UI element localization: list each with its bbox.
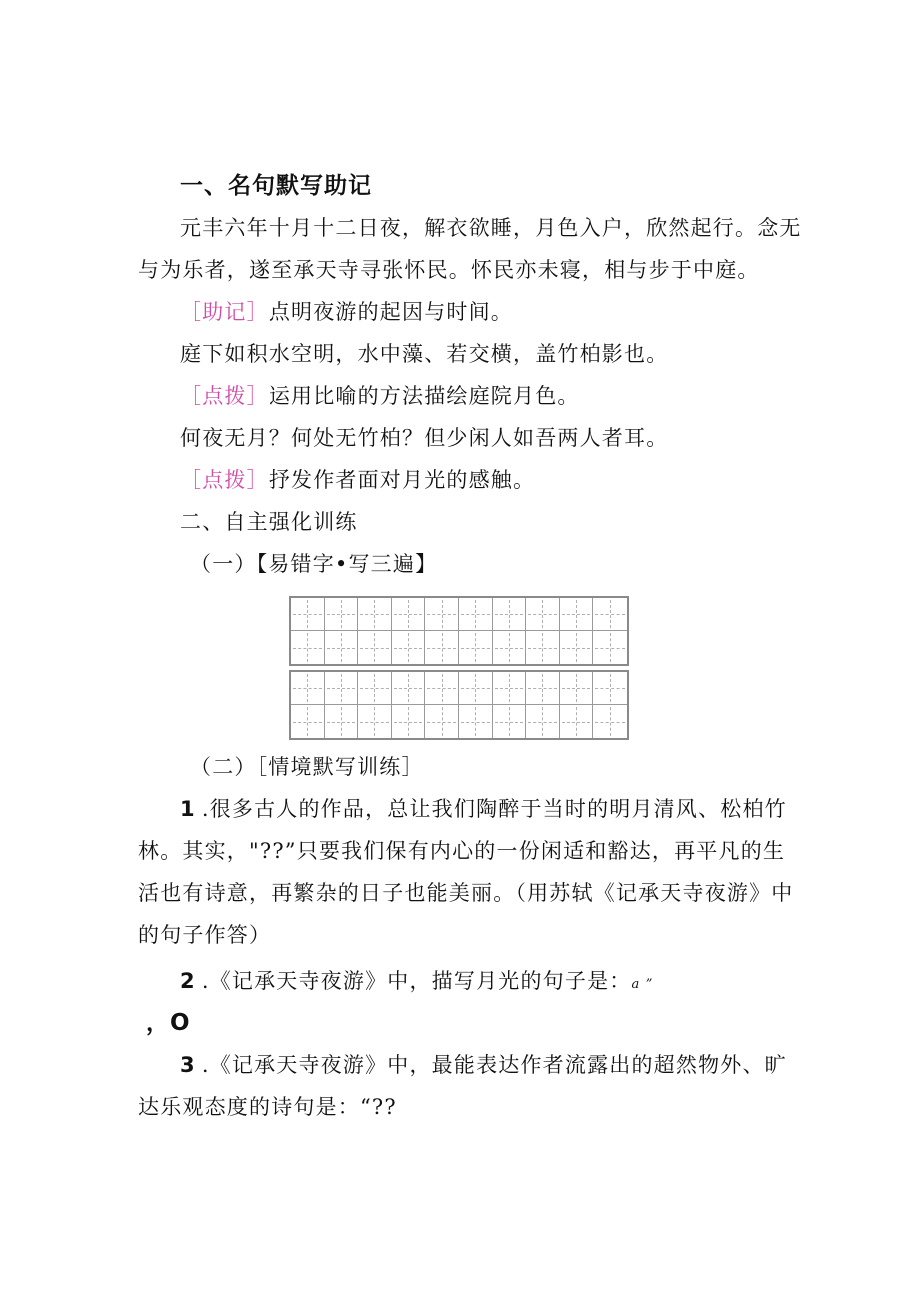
grid-cell[interactable]: [291, 705, 325, 738]
note-tag: ［助记］: [180, 300, 269, 324]
grid-cell[interactable]: [526, 672, 560, 705]
grid-cell[interactable]: [593, 705, 627, 738]
grid-cell[interactable]: [493, 631, 527, 664]
grid-cell[interactable]: [291, 598, 325, 631]
grid-cell[interactable]: [425, 672, 459, 705]
note-1: [180, 297, 513, 327]
question-1-line-3: 活也有诗意，再繁杂的日子也能美丽。（用苏轼《记承天寺夜游》中: [138, 881, 794, 905]
grid-cell[interactable]: [425, 631, 459, 664]
grid-cell[interactable]: [392, 631, 426, 664]
question-number: 1: [180, 797, 196, 821]
grid-cell[interactable]: [425, 705, 459, 738]
section-title-1: 一、名句默写助记: [180, 173, 372, 199]
grid-cell[interactable]: [358, 672, 392, 705]
grid-cell[interactable]: [291, 672, 325, 705]
grid-cell[interactable]: [291, 631, 325, 664]
grid-cell[interactable]: [493, 705, 527, 738]
note-3: [180, 465, 535, 495]
note-tag: ［点拨］: [180, 468, 269, 492]
note-text: 抒发作者面对月光的感触。: [268, 468, 536, 492]
question-1-line-4: 的句子作答）: [138, 923, 272, 947]
grid-cell[interactable]: [560, 598, 594, 631]
grid-cell[interactable]: [560, 672, 594, 705]
passage-1-line-1: 元丰六年十月十二日夜，解衣欲睡，月色入户，欣然起行。念无: [180, 216, 802, 240]
section-title-2: 二、自主强化训练: [180, 510, 358, 534]
grid-cell[interactable]: [325, 705, 359, 738]
grid-cell[interactable]: [459, 631, 493, 664]
question-3-line-1: [180, 1050, 787, 1080]
question-text: .《记承天寺夜游》中，描写月光的句子是：: [201, 969, 632, 993]
grid-cell[interactable]: [526, 598, 560, 631]
grid-cell[interactable]: [493, 598, 527, 631]
grid-cell[interactable]: [358, 598, 392, 631]
grid-cell[interactable]: [358, 631, 392, 664]
note-tag: ［点拨］: [180, 384, 269, 408]
question-number: 2: [180, 969, 196, 993]
grid-cell[interactable]: [526, 631, 560, 664]
question-2-line-2: ，O: [146, 1010, 191, 1036]
note-text: 点明夜游的起因与时间。: [268, 300, 514, 324]
grid-cell[interactable]: [560, 631, 594, 664]
grid-cell[interactable]: [425, 598, 459, 631]
question-2-line-1: [180, 966, 654, 1000]
passage-3: 何夜无月？何处无竹柏？但少闲人如吾两人者耳。: [180, 426, 669, 450]
question-1-line-1: [180, 794, 787, 824]
subsection-2-title: （二）［情境默写训练］: [190, 755, 424, 779]
grid-cell[interactable]: [459, 705, 493, 738]
writing-grid-1[interactable]: [289, 596, 629, 666]
grid-cell[interactable]: [392, 598, 426, 631]
grid-cell[interactable]: [593, 672, 627, 705]
grid-cell[interactable]: [325, 598, 359, 631]
question-3-line-2: 达乐观态度的诗句是：“??: [138, 1095, 397, 1119]
grid-cell[interactable]: [459, 672, 493, 705]
grid-cell[interactable]: [560, 705, 594, 738]
passage-2: 庭下如积水空明，水中藻、若交横，盖竹柏影也。: [180, 342, 669, 366]
subsection-1-title: （一）【易错字•写三遍】: [190, 552, 438, 576]
writing-grid-2[interactable]: [289, 670, 629, 740]
grid-cell[interactable]: [392, 705, 426, 738]
grid-cell[interactable]: [392, 672, 426, 705]
answer-blank-marks[interactable]: a ”: [631, 977, 654, 992]
grid-cell[interactable]: [593, 598, 627, 631]
passage-1-line-2: 与为乐者，遂至承天寺寻张怀民。怀民亦未寝，相与步于中庭。: [138, 258, 760, 282]
note-text: 运用比喻的方法描绘庭院月色。: [268, 384, 580, 408]
grid-cell[interactable]: [325, 631, 359, 664]
question-text: .《记承天寺夜游》中，最能表达作者流露出的超然物外、旷: [201, 1053, 787, 1077]
grid-cell[interactable]: [325, 672, 359, 705]
question-text: .很多古人的作品，总让我们陶醉于当时的明月清风、松柏竹: [201, 797, 787, 821]
question-number: 3: [180, 1053, 196, 1077]
grid-cell[interactable]: [358, 705, 392, 738]
question-1-line-2: 林。其实，"??”只要我们保有内心的一份闲适和豁达，再平凡的生: [138, 839, 786, 863]
grid-cell[interactable]: [493, 672, 527, 705]
grid-cell[interactable]: [593, 631, 627, 664]
note-2: [180, 381, 580, 411]
grid-cell[interactable]: [526, 705, 560, 738]
grid-cell[interactable]: [459, 598, 493, 631]
